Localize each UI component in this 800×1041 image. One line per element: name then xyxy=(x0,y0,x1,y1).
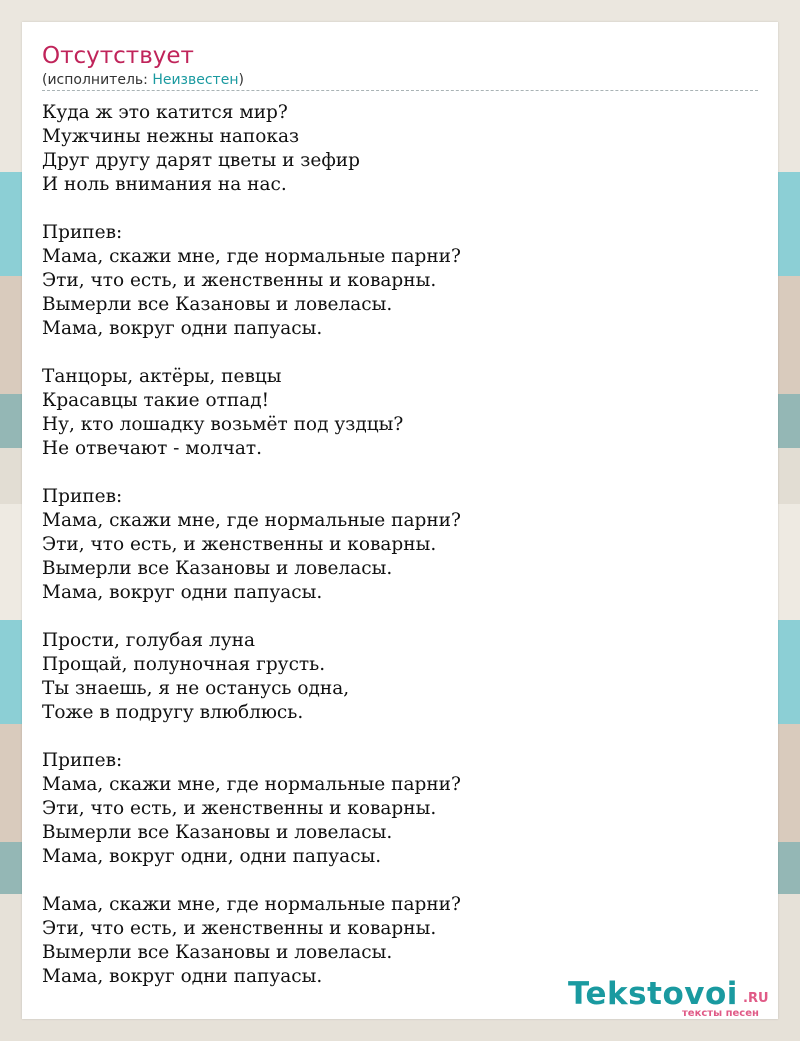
lyrics-blank-line xyxy=(42,605,758,629)
lyrics-line: Припев: xyxy=(42,486,123,507)
lyrics-line: Вымерли все Казановы и ловеласы. xyxy=(42,942,393,963)
lyrics-line: Мама, скажи мне, где нормальные парни? xyxy=(42,246,461,267)
lyrics-line: Вымерли все Казановы и ловеласы. xyxy=(42,558,393,579)
lyrics-line: Мама, вокруг одни, одни папуасы. xyxy=(42,846,382,867)
song-title: Отсутствует xyxy=(42,43,194,69)
lyrics-line: Танцоры, актёры, певцы xyxy=(42,366,282,387)
logo-wordmark: Tekstovoi xyxy=(568,976,738,1012)
lyrics-line: Мама, вокруг одни папуасы. xyxy=(42,318,323,339)
lyrics-line: Ну, кто лошадку возьмёт под уздцы? xyxy=(42,414,404,435)
lyrics-line: Прости, голубая луна xyxy=(42,630,255,651)
lyrics-line: Мама, скажи мне, где нормальные парни? xyxy=(42,774,461,795)
performer-prefix: (исполнитель: xyxy=(42,72,153,88)
lyrics-line: Припев: xyxy=(42,222,123,243)
lyrics-line: Мужчины нежны напоказ xyxy=(42,126,300,147)
lyrics-line: И ноль внимания на нас. xyxy=(42,174,287,195)
lyrics-line: Мама, вокруг одни папуасы. xyxy=(42,582,323,603)
site-logo[interactable] xyxy=(568,974,778,1022)
lyrics-line: Тоже в подругу влюблюсь. xyxy=(42,702,304,723)
lyrics-line: Вымерли все Казановы и ловеласы. xyxy=(42,294,393,315)
lyrics-line: Эти, что есть, и женственны и коварны. xyxy=(42,918,437,939)
lyrics-line: Припев: xyxy=(42,750,123,771)
lyrics-blank-line xyxy=(42,341,758,365)
lyrics-line: Мама, скажи мне, где нормальные парни? xyxy=(42,894,461,915)
lyrics-blank-line xyxy=(42,869,758,893)
lyrics-line: Мама, скажи мне, где нормальные парни? xyxy=(42,510,461,531)
lyrics-line: Мама, вокруг одни папуасы. xyxy=(42,966,323,987)
lyrics-line: Куда ж это катится мир? xyxy=(42,102,288,123)
logo-tagline: тексты песен xyxy=(682,1008,759,1019)
performer-line xyxy=(42,71,244,89)
lyrics-blank-line xyxy=(42,461,758,485)
artist-link[interactable]: Неизвестен xyxy=(152,72,239,88)
lyrics-line: Эти, что есть, и женственны и коварны. xyxy=(42,534,437,555)
lyrics-line: Прощай, полуночная грусть. xyxy=(42,654,326,675)
lyrics-blank-line xyxy=(42,725,758,749)
lyrics-line: Эти, что есть, и женственны и коварны. xyxy=(42,798,437,819)
lyrics-line: Красавцы такие отпад! xyxy=(42,390,270,411)
lyrics-card xyxy=(22,22,778,1019)
lyrics-blank-line xyxy=(42,197,758,221)
performer-suffix: ) xyxy=(238,72,244,88)
lyrics-line: Вымерли все Казановы и ловеласы. xyxy=(42,822,393,843)
lyrics-line: Ты знаешь, я не останусь одна, xyxy=(42,678,350,699)
title-divider xyxy=(42,90,758,91)
lyrics-line: Друг другу дарят цветы и зефир xyxy=(42,150,360,171)
lyrics-line: Эти, что есть, и женственны и коварны. xyxy=(42,270,437,291)
lyrics-text xyxy=(42,101,758,989)
logo-domain: .RU xyxy=(743,991,769,1006)
lyrics-line: Не отвечают - молчат. xyxy=(42,438,262,459)
